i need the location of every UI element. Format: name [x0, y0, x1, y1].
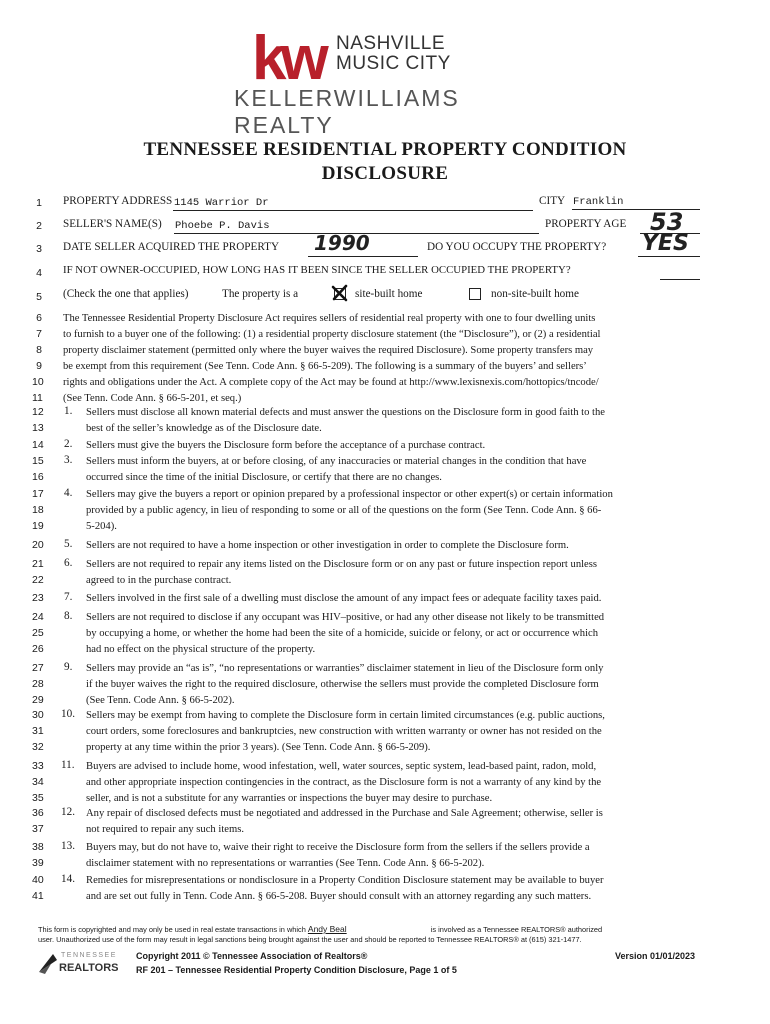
item-text-line: Sellers may give the buyers a report or opinion prepared by a professional inspector or other expert(s) or certain information	[86, 489, 613, 500]
item-text-line: Buyers may, but do not have to, waive their right to receive the Disclosure form from the sellers if the sellers provide a	[86, 842, 590, 853]
item-text-line: Sellers must disclose all known material defects and must answer the questions on the Disclosure form in good faith to the	[86, 407, 605, 418]
item-number: 9.	[64, 661, 73, 673]
footer-line2: user. Unauthorized use of the form may result in legal sanctions being brought against the user and should be reported to Tennessee REALTORS® at (615) 321-1477.	[38, 935, 582, 944]
logo-nashville: NASHVILLE	[336, 33, 446, 54]
footer-copyright: Copyright 2011 © Tennessee Association of Realtors®	[136, 951, 368, 961]
city-value[interactable]: Franklin	[573, 196, 624, 208]
line-number: 10	[32, 376, 44, 388]
line-number: 33	[32, 760, 44, 772]
logo-music-city: MUSIC CITY	[336, 53, 451, 74]
item-text-line: provided by a public agency, in lieu of responding to some or all of the questions on the form (See Tenn. Code Ann. § 66-	[86, 505, 602, 516]
line-number: 29	[32, 694, 44, 706]
line-number: 12	[32, 406, 44, 418]
item-text-line: Sellers must inform the buyers, at or before closing, of any inaccuracies or material changes in the condition that have	[86, 456, 587, 467]
item-text-line: agreed to in the purchase contract.	[86, 575, 232, 586]
not-occupied-underline	[660, 279, 700, 280]
line-number: 27	[32, 662, 44, 674]
line-number: 8	[36, 344, 42, 356]
line-number: 38	[32, 841, 44, 853]
item-text-line: Sellers are not required to have a home inspection or other investigation in order to complete the Disclosure form.	[86, 540, 569, 551]
footer-agent-name: Andy Beal	[307, 924, 347, 934]
intro-line: (See Tenn. Code Ann. § 66-5-201, et seq.)	[63, 393, 242, 404]
item-text-line: court orders, some foreclosures and bankruptcies, new construction with written warranty or owner has not resided on the	[86, 726, 602, 737]
seller-name-value[interactable]: Phoebe P. Davis	[175, 220, 270, 232]
footer-form-id: RF 201 – Tennessee Residential Property Condition Disclosure, Page 1 of 5	[136, 965, 457, 975]
line-number: 14	[32, 439, 44, 451]
line-number: 17	[32, 488, 44, 500]
logo-realtors-text: REALTORS	[59, 962, 119, 974]
intro-line: property disclaimer statement (permitted only where the buyer waives the required Disclosure). Some property transfers may	[63, 345, 594, 356]
line-number: 34	[32, 776, 44, 788]
line-number: 20	[32, 539, 44, 551]
line-number: 7	[36, 328, 42, 340]
item-text-line: Any repair of disclosed defects must be negotiated and addressed in the Purchase and Sale Agreement; otherwise, seller is	[86, 808, 603, 819]
item-number: 2.	[64, 438, 73, 450]
line-number: 2	[36, 220, 42, 232]
item-text-line: Sellers may be exempt from having to complete the Disclosure form in certain limited circumstances (e.g. public auctions,	[86, 710, 605, 721]
line-number: 32	[32, 741, 44, 753]
property-is-label: The property is a	[222, 288, 299, 300]
occupy-underline	[638, 256, 700, 257]
item-text-line: Sellers are not required to repair any items listed on the Disclosure form or on any past or future inspection report unless	[86, 559, 598, 570]
item-text-line: and other appropriate inspection contingencies in the contract, as the Disclosure form is not a warranty of any kind by the	[86, 777, 602, 788]
form-title-line2: DISCLOSURE	[321, 163, 449, 184]
line-number: 41	[32, 890, 44, 902]
line-number: 26	[32, 643, 44, 655]
item-text-line: and are set out fully in Tenn. Code Ann. § 66-5-208. Buyer should consult with an attorney regarding any such matters.	[86, 891, 592, 902]
date-acquired-label: DATE SELLER ACQUIRED THE PROPERTY	[63, 241, 280, 253]
line-number: 18	[32, 504, 44, 516]
line-number: 21	[32, 558, 44, 570]
line-number: 23	[32, 592, 44, 604]
site-built-checkbox[interactable]	[334, 288, 346, 300]
line-number: 5	[36, 291, 42, 303]
item-text-line: if the buyer waives the right to the required disclosure, otherwise the sellers must provide the completed Disclosure form	[86, 679, 599, 690]
check-instruction: (Check the one that applies)	[63, 288, 189, 300]
item-number: 1.	[64, 405, 73, 417]
item-text-line: (See Tenn. Code Ann. § 66-5-202).	[86, 695, 235, 706]
address-underline	[173, 210, 533, 211]
footer-suffix: is involved as a Tennessee REALTORS® authorized	[430, 925, 603, 934]
item-number: 7.	[64, 591, 73, 603]
line-number: 11	[32, 392, 43, 404]
item-number: 8.	[64, 610, 73, 622]
line-number: 13	[32, 422, 44, 434]
line-number: 3	[36, 243, 42, 255]
item-text-line: Sellers may provide an “as is”, “no representations or warranties” disclaimer statement in lieu of the Disclosure form only	[86, 663, 604, 674]
item-text-line: property at any time within the prior 3 years). (See Tenn. Code Ann. § 66-5-209).	[86, 742, 431, 753]
line-number: 24	[32, 611, 44, 623]
company-logo	[232, 22, 532, 138]
seller-name-label: SELLER'S NAME(S)	[63, 218, 162, 230]
item-text-line: by occupying a home, or whether the home had been the site of a homicide, suicide or felony, or act or occurrence which	[86, 628, 599, 639]
site-built-label: site-built home	[355, 288, 423, 300]
logo-tennessee-text: TENNESSEE	[61, 952, 117, 959]
item-number: 11.	[61, 759, 75, 771]
line-number: 30	[32, 709, 44, 721]
intro-line: The Tennessee Residential Property Disclosure Act requires sellers of residential real property with one to four dwelling units	[63, 313, 596, 324]
property-age-value[interactable]: 53	[650, 208, 684, 236]
date-acquired-underline	[308, 256, 418, 257]
footer-copyright-notice	[38, 924, 602, 934]
line-number: 28	[32, 678, 44, 690]
date-acquired-value[interactable]: 1990	[314, 231, 370, 255]
line-number: 35	[32, 792, 44, 804]
item-number: 3.	[64, 454, 73, 466]
address-value[interactable]: 1145 Warrior Dr	[174, 197, 269, 209]
line-number: 36	[32, 807, 44, 819]
form-title-line1: TENNESSEE RESIDENTIAL PROPERTY CONDITION	[143, 139, 627, 160]
line-number: 25	[32, 627, 44, 639]
line-number: 19	[32, 520, 44, 532]
line-number: 39	[32, 857, 44, 869]
item-number: 6.	[64, 557, 73, 569]
item-text-line: 5-204).	[86, 521, 117, 532]
footer-version: Version 01/01/2023	[615, 951, 696, 961]
line-number: 6	[36, 312, 42, 324]
line-number: 40	[32, 874, 44, 886]
non-site-built-label: non-site-built home	[491, 288, 579, 300]
item-text-line: best of the seller’s knowledge as of the Disclosure date.	[86, 423, 322, 434]
occupy-value[interactable]: YES	[642, 231, 689, 256]
line-number: 1	[36, 197, 42, 209]
city-label: CITY	[539, 195, 566, 207]
item-number: 4.	[64, 487, 73, 499]
intro-line: rights and obligations under the Act. A complete copy of the Act may be found at http://www.lexisnexis.com/hottopics/tncode/	[63, 377, 599, 388]
line-number: 4	[36, 267, 42, 279]
logo-kw: kw	[252, 24, 323, 93]
item-text-line: disclaimer statement with no representations or warranties (See Tenn. Code Ann. § 66-5-202).	[86, 858, 485, 869]
realtors-arrow-icon	[37, 952, 59, 974]
line-number: 37	[32, 823, 44, 835]
logo-keller-williams: KELLERWILLIAMS REALTY	[234, 85, 460, 138]
item-text-line: not required to repair any such items.	[86, 824, 244, 835]
tennessee-realtors-logo	[37, 950, 117, 980]
non-site-built-checkbox[interactable]	[469, 288, 481, 300]
line-number: 22	[32, 574, 44, 586]
address-label: PROPERTY ADDRESS	[63, 195, 173, 207]
footer-prefix: This form is copyrighted and may only be used in real estate transactions in which	[38, 925, 306, 934]
item-text-line: had no effect on the physical structure of the property.	[86, 644, 316, 655]
item-number: 12.	[61, 806, 75, 818]
item-number: 13.	[61, 840, 75, 852]
item-text-line: Sellers must give the buyers the Disclosure form before the acceptance of a purchase contract.	[86, 440, 486, 451]
item-text-line: Sellers involved in the first sale of a dwelling must disclose the amount of any impact fees or adequate facility taxes paid.	[86, 593, 602, 604]
item-text-line: seller, and is not a substitute for any warranties or inspections the buyer may desire to purchase.	[86, 793, 493, 804]
property-age-label: PROPERTY AGE	[545, 218, 627, 230]
item-text-line: Buyers are advised to include home, wood infestation, well, water sources, septic system, lead-based paint, radon, mold,	[86, 761, 597, 772]
intro-line: to furnish to a buyer one of the following: (1) a residential property disclosure statement (the “Disclosure”), or (2) a residential	[63, 329, 601, 340]
item-number: 5.	[64, 538, 73, 550]
intro-line: be exempt from this requirement (See Tenn. Code Ann. § 66-5-209). The following is a summary of the buyers’ and sellers’	[63, 361, 587, 372]
item-text-line: Remedies for misrepresentations or nondisclosure in a Property Condition Disclosure statement may be available to buyer	[86, 875, 604, 886]
line-number: 16	[32, 471, 44, 483]
line-number: 15	[32, 455, 44, 467]
occupy-label: DO YOU OCCUPY THE PROPERTY?	[427, 241, 607, 253]
line-number: 31	[32, 725, 44, 737]
line-number: 9	[36, 360, 42, 372]
check-mark-icon	[331, 284, 349, 302]
item-number: 10.	[61, 708, 75, 720]
item-text-line: occurred since the time of the initial Disclosure, or certify that there are no changes.	[86, 472, 442, 483]
item-number: 14.	[61, 873, 75, 885]
not-occupied-label: IF NOT OWNER-OCCUPIED, HOW LONG HAS IT BEEN SINCE THE SELLER OCCUPIED THE PROPERTY?	[63, 264, 571, 276]
item-text-line: Sellers are not required to disclose if any occupant was HIV–positive, or had any other disease not likely to be transmitted	[86, 612, 605, 623]
